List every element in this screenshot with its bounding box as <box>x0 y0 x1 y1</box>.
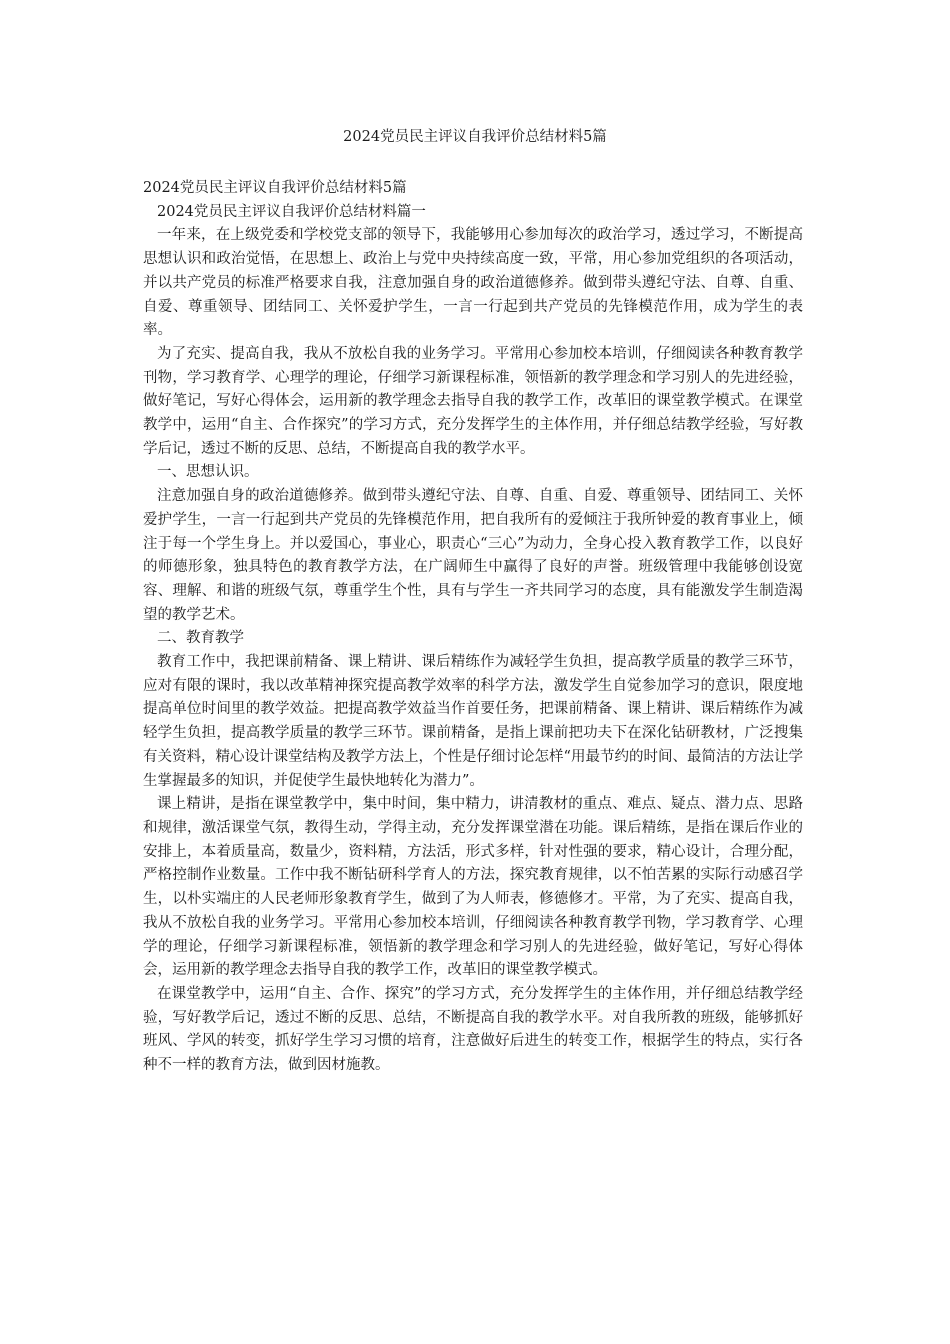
section-heading: 二、教育教学 <box>157 630 244 647</box>
paragraph: 课上精讲，是指在课堂教学中，集中时间，集中精力，讲清教材的重点、难点、疑点、潜力点、思路和规律，激活课堂气氛，教得生动，学得主动，充分发挥课堂潜在功能。课后精练，是指在课后作业的安排上，本着质量高，数量少，资料精，方法活，形式多样，针对性强的要求，精心设计，合理分配，严格控制作业数量。工作中我不断钻研科学育人的方法，探究教育规律，以不怕苦累的实际行动感召学生，以朴实端庄的人民老师形象教育学生，做到了为人师表，修德修才。平常，为了充实、提高自我，我从不放松自我的业务学习。平常用心参加校本培训，仔细阅读各种教育教学刊物，学习教育学、心理学的理论，仔细学习新课程标准，领悟新的教学理念和学习别人的先进经验，做好笔记，写好心得体会，运用新的教学理念去指导自我的教学工作，改革旧的课堂教学模式。 <box>143 796 803 979</box>
page-title: 2024党员民主评议自我评价总结材料5篇 <box>343 129 607 145</box>
paragraph: 注意加强自身的政治道德修养。做到带头遵纪守法、自尊、自重、自爱、尊重领导、团结同工、关怀爱护学生，一言一行起到共产党员的先锋模范作用，把自我所有的爱倾注于我所钟爱的教育事业上，倾注于每一个学生身上。并以爱国心，事业心，职责心“三心”为动力，全身心投入教育教学工作，以良好的师德形象，独具特色的教育教学方法，在广阔师生中赢得了良好的声誉。班级管理中我能够创设宽容、理解、和谐的班级气氛，尊重学生个性，具有与学生一齐共同学习的态度，具有能激发学生制造渴望的教学艺术。 <box>143 488 803 623</box>
section-subheading: 2024党员民主评议自我评价总结材料篇一 <box>157 203 426 220</box>
section-heading: 一、思想认识。 <box>157 464 259 481</box>
document-heading: 2024党员民主评议自我评价总结材料5篇 <box>143 180 407 196</box>
paragraph: 一年来，在上级党委和学校党支部的领导下，我能够用心参加每次的政治学习，透过学习，不断提高思想认识和政治觉悟，在思想上、政治上与党中央持续高度一致，平常，用心参加党组织的各项活动，并以共产党员的标准严格要求自我，注意加强自身的政治道德修养。做到带头遵纪守法、自尊、自重、自爱、尊重领导、团结同工、关怀爱护学生，一言一行起到共产党员的先锋模范作用，成为学生的表率。 <box>143 227 803 339</box>
paragraph: 教育工作中，我把课前精备、课上精讲、课后精练作为减轻学生负担，提高教学质量的教学三环节，应对有限的课时，我以改革精神探究提高教学效率的科学方法，激发学生自觉参加学习的意识，限度地提高单位时间里的教学效益。把提高教学效益当作首要任务，把课前精备、课上精讲、课后精练作为减轻学生负担，提高教学质量的教学三环节。课前精备，是指上课前把功夫下在深化钻研教材，广泛搜集有关资料，精心设计课堂结构及教学方法上，个性是仔细讨论怎样“用最节约的时间、最简洁的方法让学生掌握最多的知识，并促使学生最快地转化为潜力”。 <box>143 654 803 789</box>
paragraph: 在课堂教学中，运用“自主、合作、探究”的学习方式，充分发挥学生的主体作用，并仔细总结教学经验，写好教学后记，透过不断的反思、总结，不断提高自我的教学水平。对自我所教的班级，能够抓好班风、学风的转变，抓好学生学习习惯的培育，注意做好后进生的转变工作，根据学生的特点，实行各种不一样的教育方法，做到因材施教。 <box>143 985 803 1074</box>
paragraph: 为了充实、提高自我，我从不放松自我的业务学习。平常用心参加校本培训，仔细阅读各种教育教学刊物，学习教育学、心理学的理论，仔细学习新课程标准，领悟新的教学理念和学习别人的先进经验，做好笔记，写好心得体会，运用新的教学理念去指导自我的教学工作，改革旧的课堂教学模式。在课堂教学中，运用“自主、合作探究”的学习方式，充分发挥学生的主体作用，并仔细总结教学经验，写好教学后记，透过不断的反思、总结，不断提高自我的教学水平。 <box>143 345 803 457</box>
document-body <box>143 177 803 1078</box>
